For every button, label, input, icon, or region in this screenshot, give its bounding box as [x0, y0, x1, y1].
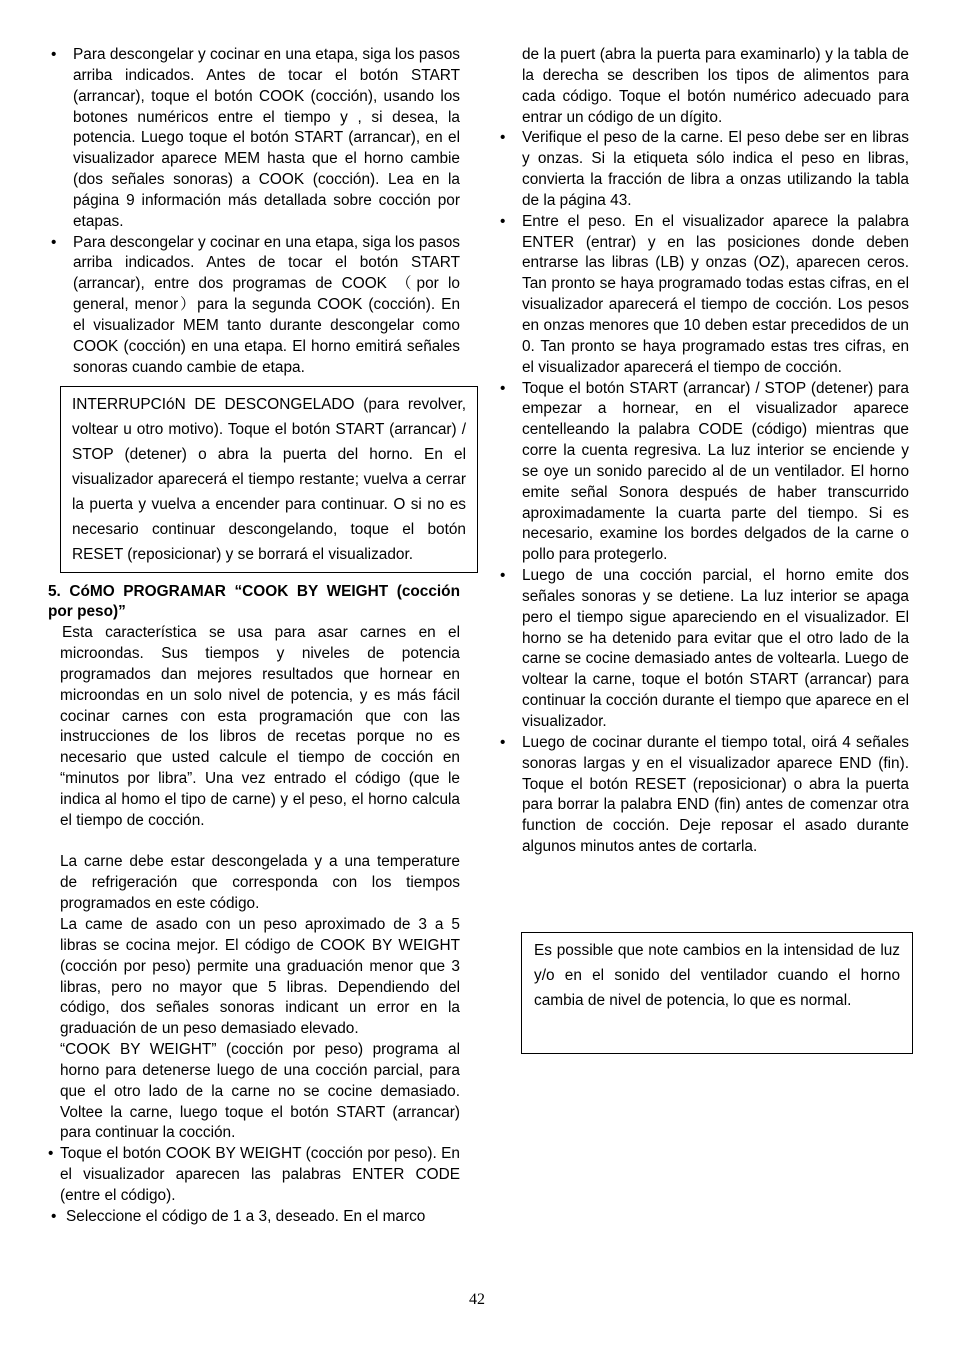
bullet-mark: • [500, 379, 506, 397]
bullet-mark: • [500, 567, 506, 585]
section-heading: 5. CóMO PROGRAMAR “COOK BY WEIGHT (cocción por peso)” [48, 582, 460, 621]
bullet-item: • Entre el peso. En el visualizador aparece la palabra ENTER (entrar) y en las posiciones donde deben entrarse las libras (LB) y onzas (OZ), aparecen ceros. Tan pronto se haya programado todas estas cifras, en el visualizador aparecerá el tiempo de cocción. Los pesos en onzas menores que 10 deben estar precedidos de un 0. Tan pronto se haya programado estas tres cifras, en el visualizador aparecerá el tiempo de cocción. [500, 212, 909, 376]
bullet-mark: • [51, 46, 57, 63]
bullet-mark: • [500, 733, 506, 751]
bullet-item: • Para descongelar y cocinar en una etapa, siga los pasos arriba indicados. Antes de tocar el botón START (arrancar), entre dos programas de COOK （por lo general, menor）para la segunda COOK (cocción). En el visualizador MEM tanto durante descongelar como COOK (cocción) en una etapa. El horno emitirá señales sonoras cuando cambie de etapa. [51, 233, 460, 376]
bullet-item: • Toque el botón COOK BY WEIGHT (cocción por peso). En el visualizador aparecen las palabras ENTER CODE (entre el código). [48, 1145, 460, 1204]
left-column [48, 45, 466, 1228]
paragraph: “COOK BY WEIGHT” (cocción por peso) programa al horno para detenerse luego de una cocción parcial, para que el otro lado de la carne no se cocine demasiado. Voltee la carne, luego toque el botón START (arrancar) para continuar la cocción. [60, 1041, 460, 1142]
right-column [500, 45, 909, 858]
page-number: 42 [469, 1291, 485, 1308]
bullet-item: • Luego de una cocción parcial, el horno emite dos señales sonoras y se detiene. La luz interior se apaga pero el tiempo sigue apareciendo en el visualizador. El horno se ha detenido para evitar que el otro lado de la carne se cocine demasiado antes de voltearla. Luego de voltear la carne, toque el botón START (arrancar) para continuar la cocción durante el tiempo que aparece en el visualizador. [500, 567, 909, 730]
paragraph: La came de asado con un peso aproximado de 3 a 5 libras se cocina mejor. El código de COOK BY WEIGHT (cocción por peso) permite una graduación menor que 3 libras, pero no mayor que 5 libras. Dependiendo del código, dos señales sonoras indicant un error en la graduación de un peso demasiado elevado. [60, 916, 460, 1038]
paragraph: La carne debe estar descongelada y a una temperature de refrigeración que corresponda con los tiempos programados en este código. [60, 853, 460, 913]
bullet-item: • Luego de cocinar durante el tiempo total, oirá 4 señales sonoras largas y en el visualizador aparece END (fin). Toque el botón RESET (reposicionar) o abra la puerta para borrar la palabra END (fin) antes de comenzar otra function de cocción. Deje reposar el asado durante algunos minutos antes de cortarla. [500, 733, 909, 856]
bullet-item: • Verifique el peso de la carne. El peso debe ser en libras y onzas. Si la etiqueta sólo indica el peso en libras, convierta la fracción de libra a onzas utilizando la tabla de la página 43. [500, 129, 909, 209]
bullet-item: • Toque el botón START (arrancar) / STOP (detener) para empezar a hornear, en el visualizador aparece centelleando la palabra CODE (código) mientras que corre la cuenta regresiva. La luz interior se enciende y se oye un sonido parecido al de un ventilador. El horno emite señal Sonora después de haber transcurrido aproximadamente la cuarta parte del tiempo. Si es necesario, examine los bordes delgados de la carne o pollo para protegerlo. [500, 379, 909, 564]
bullet-item: • Para descongelar y cocinar en una etapa, siga los pasos arriba indicados. Antes de tocar el botón START (arrancar), toque el botón COOK (cocción), usando los botones numéricos entre el tiempo y , si desea, la potencia. Luego toque el botón START (arrancar), en el visualizador aparece MEM hasta que el horno cambie (dos señales sonoras) a COOK (cocción). Lea en la página 9 información más detallada sobre cocción por etapas. [51, 46, 460, 230]
paragraph: de la puert (abra la puerta para examinarlo) y la tabla de la derecha se describen los tipos de alimentos para cada código. Toque el botón numérico adecuado para entrar un código de un dígito. [522, 46, 909, 126]
defrost-interruption-note: INTERRUPCIóN DE DESCONGELADO (para revolver, voltear u otro motivo). Toque el botón START (arrancar) / STOP (detener) o abra la puerta del horno. En el visualizador aparecerá el tiempo restante; vuelva a cerrar la puerta y vuelva a encender para continuar. O si no es necesario continuar descongelando, toque el botón RESET (reposicionar) y se borrará el visualizador. [60, 386, 478, 573]
bullet-mark: • [500, 212, 506, 230]
bullet-mark: • [51, 233, 57, 251]
bullet-mark: • [51, 1207, 57, 1225]
bullet-item: • Seleccione el código de 1 a 3, deseado. En el marco [48, 1207, 460, 1228]
paragraph: Esta característica se usa para asar carnes en el microondas. Sus tiempos y niveles de potencia programados dan mejores resultados que hornear en microondas en un solo nivel de potencia, y es más fácil cocinar carnes con esta programación que con las instrucciones de los libros de recetas porque no es necesario que usted calcule el tiempo de cocción en “minutos por libra”. Una vez entrado el código (que le indica al homo el tipo de carne) y el peso, el horno calcula el tiempo de cocción. [60, 624, 460, 829]
bullet-mark: • [48, 1145, 54, 1163]
power-level-note: Es possible que note cambios en la intensidad de luz y/o en el sonido del ventilador cuando el horno cambia de nivel de potencia, lo que es normal. [521, 932, 913, 1054]
bullet-mark: • [500, 129, 506, 147]
